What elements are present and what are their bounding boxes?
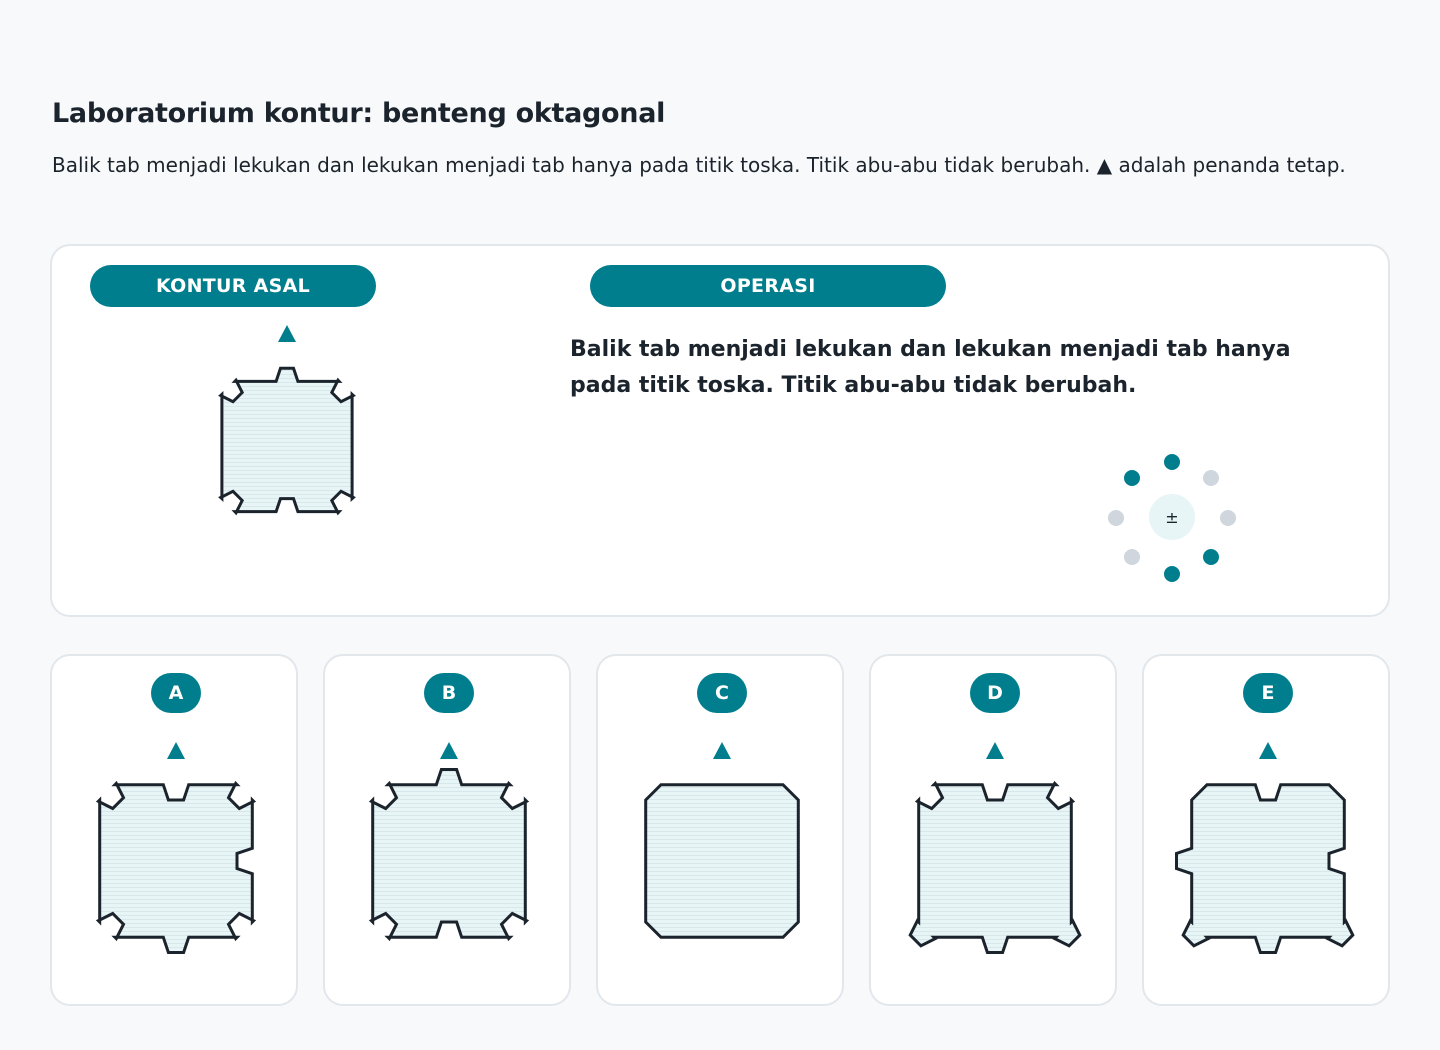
puzzle-panel: [50, 244, 1390, 617]
dial-point-right: [1220, 510, 1236, 526]
answer-option-c[interactable]: [596, 654, 844, 1006]
answer-option-b[interactable]: [323, 654, 571, 1006]
contour-outline: [910, 783, 1080, 952]
contour-outline: [98, 783, 253, 952]
operation-description: Balik tab menjadi lekukan dan lekukan menjadi tab hanya pada titik toska. Titik abu-abu tidak berubah.: [570, 337, 1291, 398]
answer-option-a[interactable]: [50, 654, 298, 1006]
option-badge: A: [151, 673, 201, 713]
fixed-marker-icon: [167, 742, 185, 759]
dial-point-bottom-right: [1203, 549, 1219, 565]
operation-label: OPERASI: [590, 265, 946, 307]
option-badge: D: [970, 673, 1020, 713]
option-contour-shape: [901, 772, 1089, 950]
page-title: Laboratorium kontur: benteng oktagonal: [52, 98, 666, 129]
flip-toggle-icon: ±: [1149, 494, 1195, 540]
option-badge: B: [424, 673, 474, 713]
contour-outline: [371, 770, 526, 939]
dial-point-top-left: [1124, 470, 1140, 486]
dial-point-bottom: [1164, 566, 1180, 582]
fixed-marker-icon: [278, 325, 296, 342]
answer-option-d[interactable]: [869, 654, 1117, 1006]
contour-outline: [1177, 785, 1353, 953]
fixed-marker-icon: [1259, 742, 1277, 759]
dial-point-bottom-left: [1124, 549, 1140, 565]
option-contour-shape: [82, 772, 270, 950]
instructions: Balik tab menjadi lekukan dan lekukan menjadi tab hanya pada titik toska. Titik abu-abu tidak berubah. ▲ adalah penanda tetap.: [52, 153, 1346, 177]
answer-option-e[interactable]: [1142, 654, 1390, 1006]
original-contour-shape: [211, 363, 363, 530]
contour-outline: [646, 785, 799, 938]
fixed-marker-icon: [713, 742, 731, 759]
operation-dial: [1112, 454, 1232, 574]
dial-point-top-right: [1203, 470, 1219, 486]
option-contour-shape: [628, 772, 816, 950]
fixed-marker-icon: [986, 742, 1004, 759]
dial-point-left: [1108, 510, 1124, 526]
option-badge: E: [1243, 673, 1293, 713]
contour-outline: [221, 368, 354, 513]
option-contour-shape: [1174, 772, 1362, 950]
option-contour-shape: [355, 772, 543, 950]
dial-point-top: [1164, 454, 1180, 470]
original-contour-label: KONTUR ASAL: [90, 265, 376, 307]
fixed-marker-icon: [440, 742, 458, 759]
option-badge: C: [697, 673, 747, 713]
